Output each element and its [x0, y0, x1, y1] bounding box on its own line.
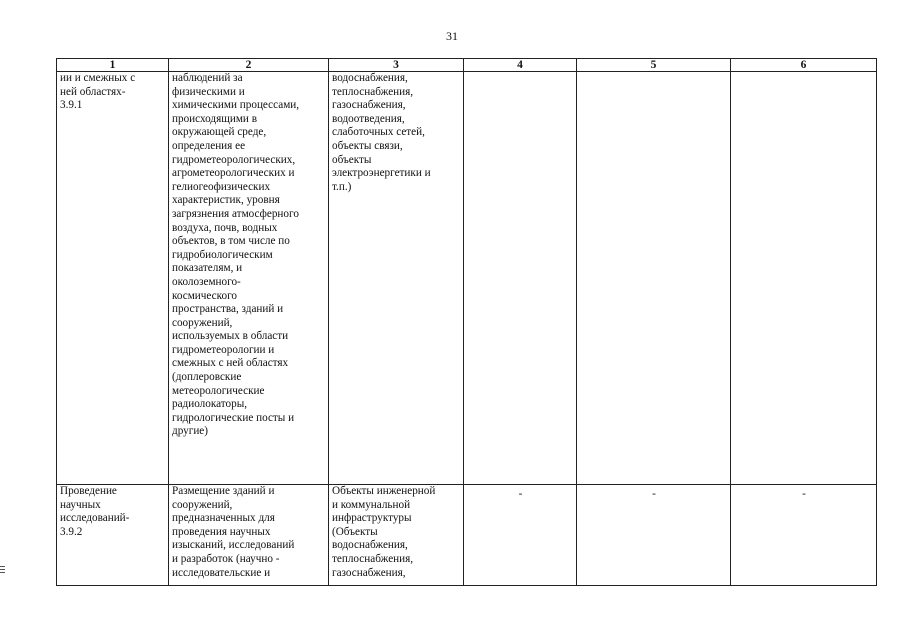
dash-value: -	[518, 488, 523, 500]
column-header-4: 4	[464, 59, 577, 72]
column-header-2: 2	[169, 59, 329, 72]
table-cell	[57, 72, 169, 485]
table-row	[57, 485, 877, 586]
zoning-table	[56, 58, 877, 586]
column-header-1: 1	[57, 59, 169, 72]
column-header-5: 5	[577, 59, 731, 72]
cell-text: Объекты инженерной и коммунальной инфраструктуры (Объекты водоснабжения, теплоснабжения, газоснабжения,	[332, 485, 436, 579]
table-cell	[169, 485, 329, 586]
cell-text: ии и смежных с ней областях- 3.9.1	[60, 72, 136, 112]
table-cell	[731, 485, 877, 586]
table-cell	[169, 72, 329, 485]
table-cell	[57, 485, 169, 586]
dash-value: -	[802, 488, 806, 500]
cell-text: наблюдений за физическими и химическими процессами, происходящими в окружающей среде, определения ее гидрометеорологических, агрометеорологических и гелиогеофизических характеристик, уровня загрязнения атмосферного воздуха, почв, водных объектов, в том числе по гидробиологическим показателям, и околоземного- космического пространства, зданий и сооружений, используемых в области гидрометеорологии и смежных с ней областях (доплеровские метеорологические радиолокаторы, гидрологические посты и другие)	[172, 72, 300, 438]
table-header-row	[57, 59, 877, 72]
table-cell	[577, 485, 731, 586]
cell-text: Размещение зданий и сооружений, предназначенных для проведения научных изысканий, исследований и разработок (научно - исследовательские и	[172, 485, 295, 579]
table-cell	[464, 72, 577, 485]
table-cell	[464, 485, 577, 586]
table-cell	[329, 72, 464, 485]
page-number: 31	[446, 29, 458, 43]
scan-margin-mark	[0, 566, 5, 576]
table-cell	[329, 485, 464, 586]
table-row	[57, 72, 877, 485]
cell-text: Проведение научных исследований- 3.9.2	[60, 485, 130, 538]
dash-value: -	[652, 488, 656, 500]
column-header-6: 6	[731, 59, 877, 72]
table-cell	[577, 72, 731, 485]
column-header-3: 3	[329, 59, 464, 72]
cell-text: водоснабжения, теплоснабжения, газоснабжения, водоотведения, слаботочных сетей, объекты связи, объекты электроэнергетики и т.п.)	[332, 72, 431, 193]
table-cell	[731, 72, 877, 485]
